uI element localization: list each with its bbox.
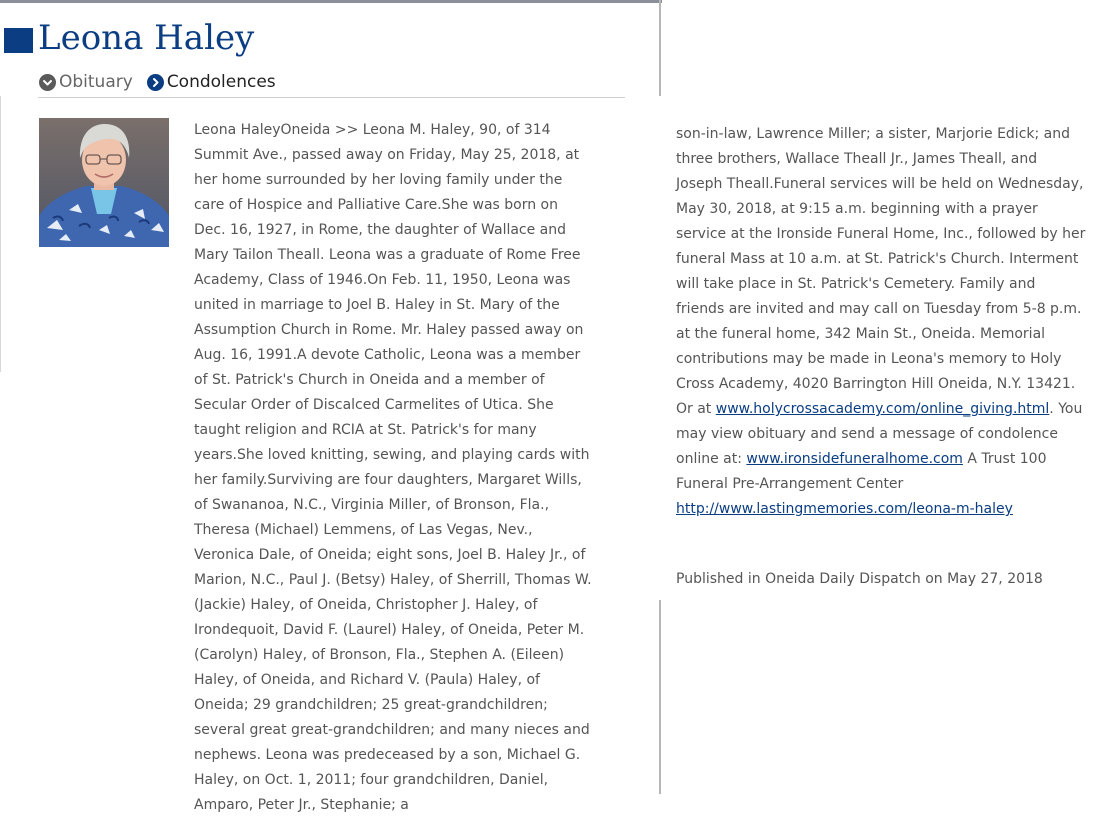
- obituary-text-right-part3: A Trust 100 Funeral Pre-Arrangement Center: [676, 451, 1047, 492]
- content-right-border: [659, 0, 661, 96]
- tab-condolences[interactable]: [147, 72, 276, 92]
- tab-obituary[interactable]: [39, 72, 133, 92]
- obituary-tabs: [39, 70, 290, 94]
- obituary-text-right: [676, 122, 1086, 522]
- tab-condolences-label: Condolences: [166, 72, 276, 92]
- left-edge-divider: [0, 96, 1, 372]
- content-right-border-lower: [659, 600, 661, 794]
- lasting-memories-link[interactable]: http://www.lastingmemories.com/leona-m-haley: [676, 501, 1013, 517]
- chevron-right-icon: [147, 74, 164, 91]
- ironside-link[interactable]: www.ironsidefuneralhome.com: [746, 451, 963, 467]
- page-title: Leona Haley: [38, 18, 255, 58]
- holycross-link[interactable]: www.holycrossacademy.com/online_giving.html: [715, 401, 1050, 417]
- title-accent-bar: [4, 28, 33, 53]
- obituary-text-right-part1: son-in-law, Lawrence Miller; a sister, Marjorie Edick; and three brothers, Wallace Theall Jr., James Theall, and Joseph Theall.Funeral services will be held on Wednesday, May 30, 2018, at 9:15 a.m. beginning with a prayer service at the Ironside Funeral Home, Inc., followed by her funeral Mass at 10 a.m. at St. Patrick's Church. Interment will take place in St. Patrick's Cemetery. Family and friends are invited and may call on Tuesday from 5-8 p.m. at the funeral home, 342 Main St., Oneida. Memorial contributions may be made in Leona's memory to Holy Cross Academy, 4020 Barrington Hill Oneida, N.Y. 13421. Or at: [676, 126, 1086, 417]
- chevron-down-icon: [39, 74, 56, 91]
- obituary-text-right-part2: . You may view obituary and send a message of condolence online at:: [676, 401, 1083, 467]
- tabs-divider: [38, 97, 625, 98]
- window-top-border: [0, 0, 662, 3]
- published-note: Published in Oneida Daily Dispatch on May 27, 2018: [676, 571, 1043, 587]
- obituary-photo: [39, 118, 169, 247]
- tab-obituary-label: Obituary: [59, 72, 133, 92]
- obituary-text-left: Leona HaleyOneida >> Leona M. Haley, 90, of 314 Summit Ave., passed away on Friday, May 25, 2018, at her home surrounded by her loving family under the care of Hospice and Palliative Care.She was born on Dec. 16, 1927, in Rome, the daughter of Wallace and Mary Tailon Theall. Leona was a graduate of Rome Free Academy, Class of 1946.On Feb. 11, 1950, Leona was united in marriage to Joel B. Haley in St. Mary of the Assumption Church in Rome. Mr. Haley passed away on Aug. 16, 1991.A devote Catholic, Leona was a member of St. Patrick's Church in Oneida and a member of Secular Order of Discalced Carmelites of Utica. She taught religion and RCIA at St. Patrick's for many years.She loved knitting, sewing, and playing cards with her family.Surviving are four daughters, Margaret Wills, of Swananoa, N.C., Virginia Miller, of Bronson, Fla., Theresa (Michael) Lemmens, of Las Vegas, Nev., Veronica Dale, of Oneida; eight sons, Joel B. Haley Jr., of Marion, N.C., Paul J. (Betsy) Haley, of Sherrill, Thomas W. (Jackie) Haley, of Oneida, Christopher J. Haley, of Irondequoit, David F. (Laurel) Haley, of Oneida, Peter M. (Carolyn) Haley, of Bronson, Fla., Stephen A. (Eileen) Haley, of Oneida, and Richard V. (Paula) Haley, of Oneida; 29 grandchildren; 25 great-grandchildren; several great great-grandchildren; and many nieces and nephews. Leona was predeceased by a son, Michael G. Haley, on Oct. 1, 2011; four grandchildren, Daniel, Amparo, Peter Jr., Stephanie; a: [194, 122, 592, 813]
